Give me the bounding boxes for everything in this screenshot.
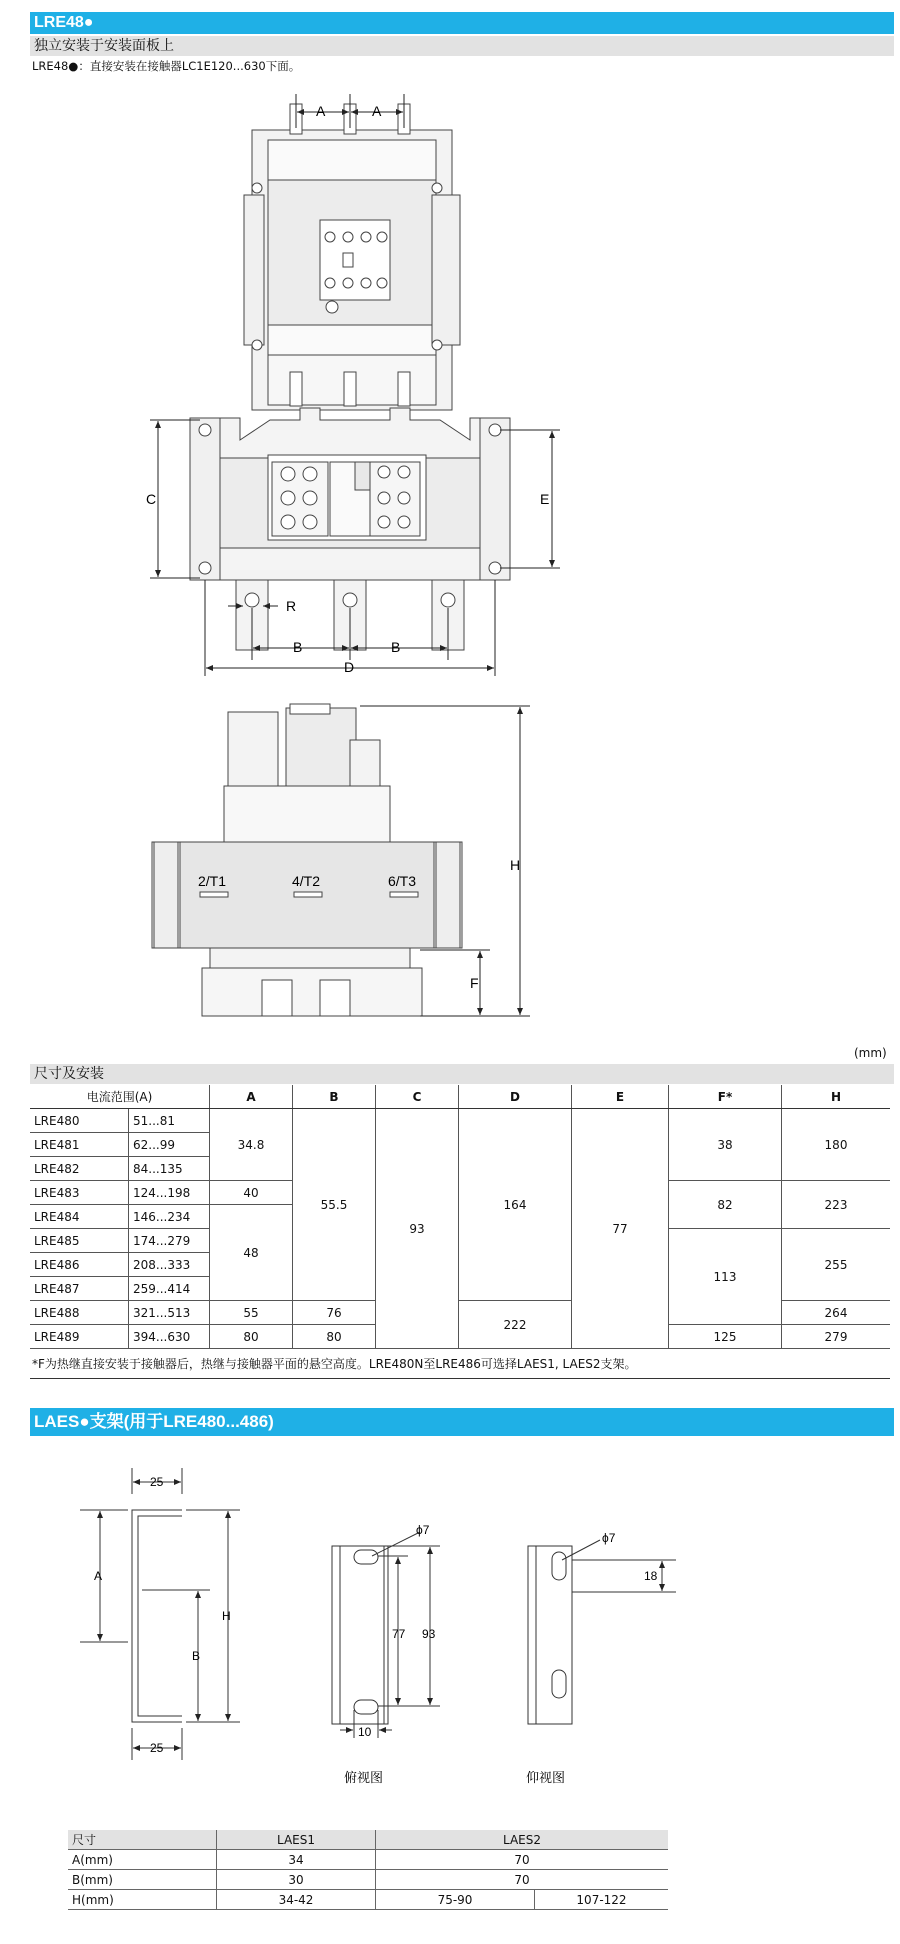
bracket-dim-25-bottom: 25: [150, 1741, 164, 1755]
value-a: 80: [210, 1325, 293, 1349]
value-h: 180: [782, 1109, 891, 1181]
bracket-dim-93: 93: [422, 1627, 436, 1641]
section-subtitle: 独立安装于安装面板上: [30, 36, 894, 56]
table-row: [68, 1870, 668, 1890]
value-a: 40: [210, 1181, 293, 1205]
value-h: 223: [782, 1181, 891, 1229]
header-laes2: LAES2: [376, 1830, 669, 1850]
terminal-label-3: 6/T3: [388, 873, 417, 889]
model-cell: LRE485: [30, 1229, 129, 1253]
section-title-laes: LAES●支架(用于LRE480...486): [30, 1408, 894, 1436]
header-d: D: [459, 1085, 572, 1109]
header-size: 尺寸: [68, 1830, 217, 1850]
value-h: 264: [782, 1301, 891, 1325]
dim-label-a2: A: [372, 103, 382, 119]
laes1-value: 34: [217, 1850, 376, 1870]
header-h: H: [782, 1085, 891, 1109]
header-a: A: [210, 1085, 293, 1109]
value-f: 125: [669, 1325, 782, 1349]
model-cell: LRE487: [30, 1277, 129, 1301]
dim-label-h: H: [510, 857, 521, 873]
laes2-value-b: 107-122: [535, 1890, 669, 1910]
row-label: H(mm): [68, 1890, 217, 1910]
dim-label-r: R: [286, 598, 297, 614]
bracket-dim-18: 18: [644, 1569, 658, 1583]
model-cell: LRE489: [30, 1325, 129, 1349]
value-h: 279: [782, 1325, 891, 1349]
laes2-value: 70: [376, 1850, 669, 1870]
model-cell: LRE483: [30, 1181, 129, 1205]
units-label: (mm): [854, 1046, 887, 1060]
header-c: C: [376, 1085, 459, 1109]
range-cell: 259...414: [129, 1277, 210, 1301]
top-view-drawing: [190, 104, 510, 650]
terminal-label-1: 2/T1: [198, 873, 227, 889]
bracket-dim-77: 77: [392, 1627, 406, 1641]
value-a: 34.8: [210, 1109, 293, 1181]
value-b: 76: [293, 1301, 376, 1325]
header-f: F*: [669, 1085, 782, 1109]
range-cell: 208...333: [129, 1253, 210, 1277]
dimension-table-title: 尺寸及安装: [30, 1064, 894, 1084]
dim-label-f: F: [470, 975, 479, 991]
dim-label-c: C: [146, 491, 157, 507]
bracket-bottom-view-drawing: [528, 1540, 676, 1724]
side-view-drawing: [152, 704, 462, 1016]
dim-label-b1: B: [293, 639, 303, 655]
table-footnote: *F为热继直接安装于接触器后，热继与接触器平面的悬空高度。LRE480N至LRE486可选择LAES1, LAES2支架。: [32, 1357, 637, 1371]
value-b: 55.5: [293, 1109, 376, 1301]
model-cell: LRE482: [30, 1157, 129, 1181]
model-cell: LRE488: [30, 1301, 129, 1325]
model-cell: LRE486: [30, 1253, 129, 1277]
header-current-range: 电流范围(A): [30, 1085, 210, 1109]
header-b: B: [293, 1085, 376, 1109]
value-a: 48: [210, 1205, 293, 1301]
header-laes1: LAES1: [217, 1830, 376, 1850]
value-f: 38: [669, 1109, 782, 1181]
range-cell: 51...81: [129, 1109, 210, 1133]
bracket-phi7-bottom: ϕ7: [602, 1531, 616, 1545]
range-cell: 124...198: [129, 1181, 210, 1205]
value-d: 164: [459, 1109, 572, 1301]
dimension-table: [30, 1085, 890, 1349]
table-row: [30, 1109, 890, 1133]
dim-label-a1: A: [316, 103, 326, 119]
bracket-dim-a: A: [94, 1569, 103, 1583]
range-cell: 146...234: [129, 1205, 210, 1229]
laes2-value: 70: [376, 1870, 669, 1890]
table-row: [68, 1890, 668, 1910]
bracket-table-header: [68, 1830, 668, 1850]
bracket-side-drawing: [80, 1468, 240, 1760]
row-label: B(mm): [68, 1870, 217, 1890]
laes1-value: 30: [217, 1870, 376, 1890]
value-f: 82: [669, 1181, 782, 1229]
bracket-view-label-top: 俯视图: [344, 1770, 384, 1785]
bracket-dim-10: 10: [358, 1725, 372, 1739]
footnote-divider: [30, 1378, 890, 1379]
dim-label-d: D: [344, 659, 355, 675]
bracket-dim-b: B: [192, 1649, 201, 1663]
bracket-table: [68, 1830, 668, 1910]
range-cell: 84...135: [129, 1157, 210, 1181]
table-row: [68, 1850, 668, 1870]
section-title-lre48: LRE48●: [30, 12, 894, 34]
value-b: 80: [293, 1325, 376, 1349]
model-cell: LRE484: [30, 1205, 129, 1229]
value-d: 222: [459, 1301, 572, 1349]
laes1-value: 34-42: [217, 1890, 376, 1910]
bracket-view-label-bottom: 仰视图: [526, 1770, 566, 1785]
bracket-phi7-top: ϕ7: [416, 1523, 430, 1537]
value-a: 55: [210, 1301, 293, 1325]
model-cell: LRE481: [30, 1133, 129, 1157]
value-f: 113: [669, 1229, 782, 1325]
dim-label-e: E: [540, 491, 550, 507]
value-c: 93: [376, 1109, 459, 1349]
value-h: 255: [782, 1229, 891, 1301]
terminal-label-2: 4/T2: [292, 873, 321, 889]
range-cell: 321...513: [129, 1301, 210, 1325]
range-cell: 62...99: [129, 1133, 210, 1157]
header-e: E: [572, 1085, 669, 1109]
laes2-value-a: 75-90: [376, 1890, 535, 1910]
range-cell: 394...630: [129, 1325, 210, 1349]
dim-label-b2: B: [391, 639, 401, 655]
value-e: 77: [572, 1109, 669, 1349]
range-cell: 174...279: [129, 1229, 210, 1253]
bracket-dim-25-top: 25: [150, 1475, 164, 1489]
bracket-dim-h: H: [222, 1609, 231, 1623]
row-label: A(mm): [68, 1850, 217, 1870]
table-header-row: [30, 1085, 890, 1109]
mounting-note: LRE48●：直接安装在接触器LC1E120...630下面。: [32, 59, 301, 73]
model-cell: LRE480: [30, 1109, 129, 1133]
